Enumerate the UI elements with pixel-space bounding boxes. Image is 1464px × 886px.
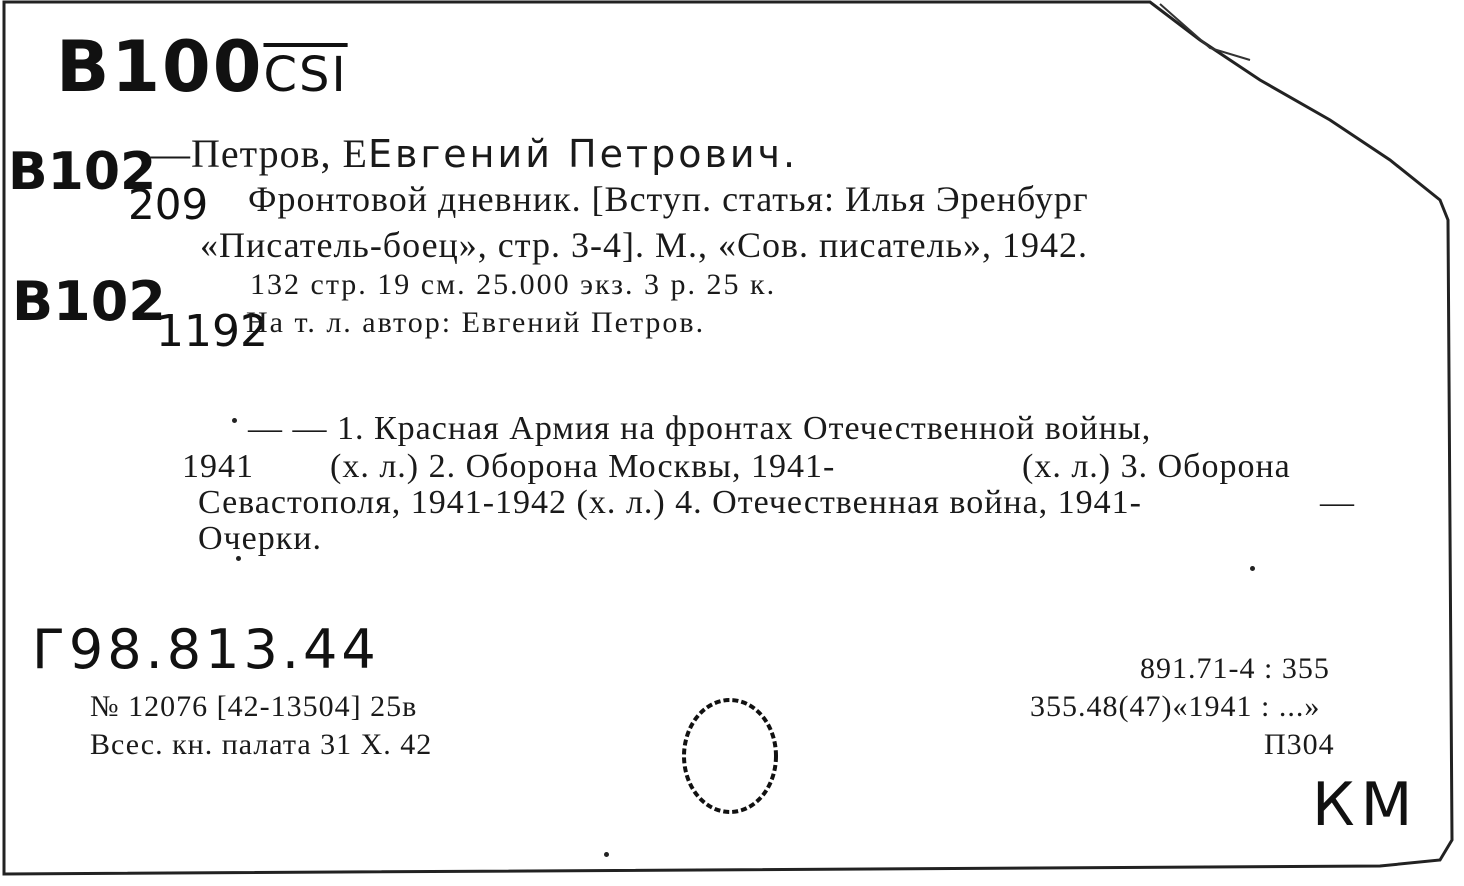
- subject-line-1: — — 1. Красная Армия на фронтах Отечественной войны,: [248, 410, 1152, 447]
- classification-2: 355.48(47)«1941 : ...»: [1030, 690, 1321, 723]
- mark-1-code: B102: [8, 142, 157, 202]
- shelf-code-sup: $\overline{CSI}$: [263, 47, 348, 103]
- speck: [604, 852, 609, 857]
- author-handwritten: Евгений Петрович.: [367, 132, 799, 176]
- book-chamber: Всес. кн. палата 31 X. 42: [90, 728, 433, 761]
- speck: [232, 418, 237, 423]
- title-line-2: «Писатель-боец», стр. 3-4]. М., «Сов. писатель», 1942.: [200, 225, 1089, 265]
- title-page-note: На т. л. автор: Евгений Петров.: [246, 306, 706, 339]
- handwritten-mark-1-sub: [128, 180, 208, 229]
- library-stamp-icon: [672, 688, 792, 828]
- author-code: П304: [1264, 728, 1335, 761]
- corner-mark: КМ: [1312, 770, 1419, 840]
- subject-line-2b: (х. л.) 2. Оборона Москвы, 1941-: [330, 448, 836, 485]
- subject-line-4: Очерки.: [198, 520, 322, 557]
- handwritten-bottom-code: [32, 618, 380, 681]
- bottom-code: Г98.813.44: [32, 618, 380, 681]
- speck: [1250, 566, 1255, 571]
- registration-number: № 12076 [42-13504] 25в: [90, 690, 418, 723]
- subject-line-3a: Севастополя, 1941-1942 (х. л.) 4. Отечественная война, 1941-: [198, 484, 1142, 521]
- mark-2-sub: 1192: [156, 306, 268, 357]
- handwritten-shelf-code: [56, 26, 348, 108]
- handwritten-corner-mark: [1312, 770, 1418, 840]
- subject-line-2c: (х. л.) 3. Оборона: [1022, 448, 1291, 485]
- author-heading: [150, 130, 798, 177]
- handwritten-mark-2: [12, 270, 166, 333]
- shelf-code: B100: [56, 26, 264, 108]
- classification-1: 891.71-4 : 355: [1140, 652, 1330, 685]
- title-line-1: Фронтовой дневник. [Вступ. статья: Илья Эренбург: [248, 179, 1089, 219]
- subject-line-2a: 1941: [182, 448, 254, 485]
- physical-description: 132 стр. 19 см. 25.000 экз. 3 р. 25 к.: [250, 268, 777, 301]
- author-typed: —Петров, Е: [150, 131, 368, 176]
- mark-1-sub: 209: [128, 180, 209, 229]
- subject-line-3b: —: [1320, 484, 1355, 521]
- mark-2-code: B102: [12, 270, 166, 333]
